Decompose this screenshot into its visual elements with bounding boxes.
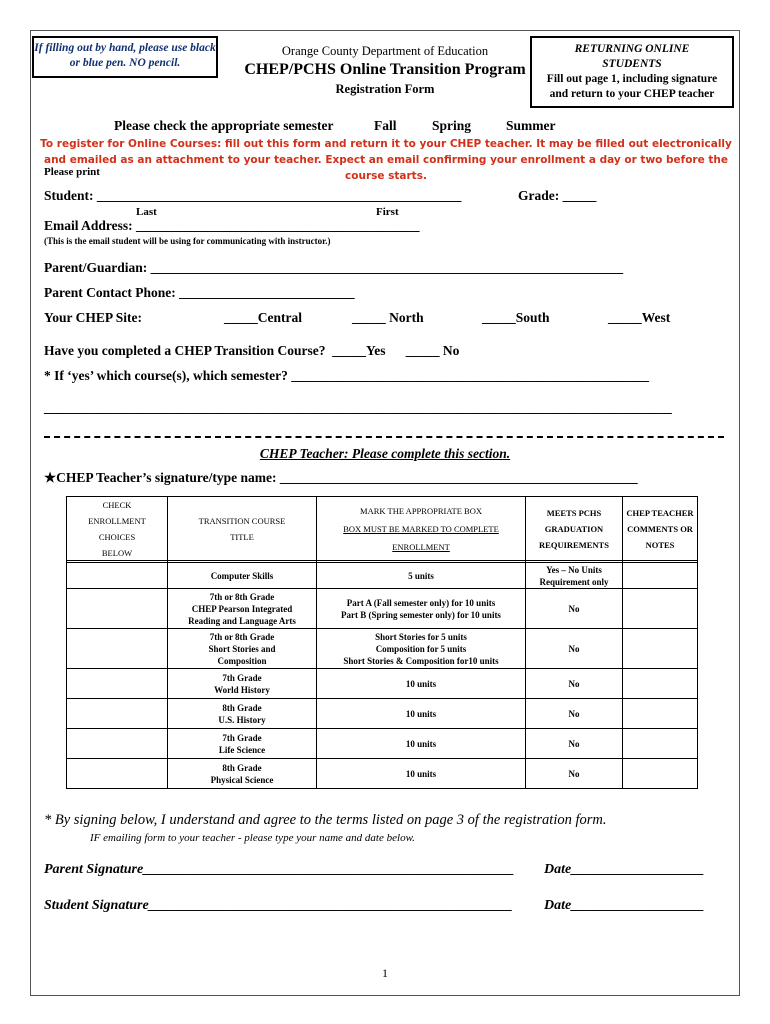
site-west[interactable]: _____West <box>608 310 671 325</box>
cell-line: Reading and Language Arts <box>188 615 296 626</box>
course-title-cell <box>168 589 317 629</box>
table-row <box>67 729 698 759</box>
returning-students-box <box>530 36 734 108</box>
parent-date-field[interactable]: Date___________________ <box>544 862 705 877</box>
enrollment-check-cell[interactable] <box>67 729 168 759</box>
table-row <box>67 759 698 789</box>
cell-line: Life Science <box>218 744 266 755</box>
meets-requirements-cell <box>526 729 623 759</box>
cell-line: 8th Grade <box>222 702 262 713</box>
header-check-enrollment <box>67 497 168 561</box>
course-table <box>66 496 698 789</box>
please-print: Please print <box>44 166 100 178</box>
teacher-comments-cell[interactable] <box>623 563 698 589</box>
header-text: CHEP TEACHER <box>626 507 694 518</box>
last-label: Last <box>136 206 157 218</box>
cell-line: Requirement only <box>539 576 609 587</box>
parent-phone-field[interactable]: Parent Contact Phone: __________________________ <box>44 285 355 300</box>
teacher-comments-cell[interactable] <box>623 589 698 629</box>
enrollment-check-cell[interactable] <box>67 759 168 789</box>
cell-line: Part B (Spring semester only) for 10 units <box>341 609 501 620</box>
site-south[interactable]: _____South <box>482 310 550 325</box>
cell-line: 10 units <box>405 738 437 749</box>
student-signature-field[interactable]: Student Signature____________________________________________________ <box>44 898 513 913</box>
units-cell[interactable] <box>317 669 526 699</box>
course-title-cell <box>168 729 317 759</box>
student-date-field[interactable]: Date___________________ <box>544 898 705 913</box>
form-header <box>232 44 538 97</box>
teacher-signature-field[interactable]: ★CHEP Teacher’s signature/type name: _____________________________________________________ <box>44 470 638 485</box>
semester-summer[interactable]: Summer <box>506 118 556 133</box>
completed-course-question[interactable]: Have you completed a CHEP Transition Course? _____Yes _____ No <box>44 343 460 358</box>
header-text: CHOICES <box>98 531 136 542</box>
email-note: (This is the email student will be using for communicating with instructor.) <box>44 236 331 246</box>
course-title-cell <box>168 629 317 669</box>
table-row <box>67 629 698 669</box>
units-cell[interactable] <box>317 563 526 589</box>
enrollment-check-cell[interactable] <box>67 563 168 589</box>
cell-line: Yes – No Units <box>546 564 602 575</box>
enrollment-check-cell[interactable] <box>67 629 168 669</box>
agreement-text: * By signing below, I understand and agree to the terms listed on page 3 of the registration form. <box>44 812 607 828</box>
cell-line: 8th Grade <box>222 762 262 773</box>
header-text: TITLE <box>230 531 254 542</box>
site-central[interactable]: _____Central <box>224 310 302 325</box>
cell-line: 5 units <box>408 570 434 581</box>
header-mark-box <box>317 497 526 561</box>
header-text: BELOW <box>101 547 133 558</box>
pen-note-box: If filling out by hand, please use black or blue pen. NO pencil. <box>32 36 218 78</box>
cell-line: No <box>568 678 580 689</box>
teacher-comments-cell[interactable] <box>623 699 698 729</box>
program-title: CHEP/PCHS Online Transition Program <box>244 61 526 78</box>
header-text: GRADUATION <box>544 523 604 534</box>
meets-requirements-cell <box>526 589 623 629</box>
returning-title: RETURNING ONLINE STUDENTS <box>574 43 690 70</box>
teacher-comments-cell[interactable] <box>623 669 698 699</box>
units-cell[interactable] <box>317 759 526 789</box>
header-text: COMMENTS OR <box>627 523 693 534</box>
header-course-title <box>168 497 317 561</box>
header-text: NOTES <box>645 539 675 550</box>
cell-line: U.S. History <box>218 714 266 725</box>
cell-line: CHEP Pearson Integrated <box>191 603 293 614</box>
which-course-field[interactable]: * If ‘yes’ which course(s), which semester? _____________________________________________________ <box>44 368 649 383</box>
cell-line: Composition for 5 units <box>375 643 467 654</box>
course-title-cell <box>168 563 317 589</box>
page-number: 1 <box>382 966 388 980</box>
semester-fall[interactable]: Fall <box>374 118 397 133</box>
returning-note: Fill out page 1, including signature and return to your CHEP teacher <box>546 73 718 100</box>
course-rows <box>67 563 698 789</box>
teacher-comments-cell[interactable] <box>623 759 698 789</box>
teacher-comments-cell[interactable] <box>623 729 698 759</box>
cell-line: Short Stories for 5 units <box>375 631 467 642</box>
cell-line: 10 units <box>405 768 437 779</box>
form-name: Registration Form <box>335 82 435 96</box>
semester-spring[interactable]: Spring <box>432 118 472 133</box>
agreement-note: IF emailing form to your teacher - please type your name and date below. <box>90 832 415 844</box>
meets-requirements-cell <box>526 699 623 729</box>
enrollment-check-cell[interactable] <box>67 699 168 729</box>
cell-line: World History <box>214 684 270 695</box>
units-cell[interactable] <box>317 589 526 629</box>
table-row <box>67 699 698 729</box>
enrollment-check-cell[interactable] <box>67 669 168 699</box>
extra-answer-line[interactable]: _____________________________________________________________________________________________ <box>44 400 672 415</box>
units-cell[interactable] <box>317 699 526 729</box>
teacher-comments-cell[interactable] <box>623 629 698 669</box>
enrollment-check-cell[interactable] <box>67 589 168 629</box>
cell-line: 7th or 8th Grade <box>209 631 275 642</box>
cell-line: Short Stories and <box>208 643 276 654</box>
cell-line: No <box>568 708 580 719</box>
table-row <box>67 563 698 589</box>
cell-line: No <box>568 603 580 614</box>
parent-guardian-field[interactable]: Parent/Guardian: ______________________________________________________________________ <box>44 260 624 275</box>
units-cell[interactable] <box>317 729 526 759</box>
header-text: ENROLLMENT <box>88 515 146 526</box>
meets-requirements-cell <box>526 563 623 589</box>
section-divider <box>44 436 724 438</box>
teacher-section-title: CHEP Teacher: Please complete this section. <box>259 446 511 461</box>
meets-requirements-cell <box>526 759 623 789</box>
cell-line: 7th or 8th Grade <box>209 591 275 602</box>
site-north[interactable]: _____ North <box>352 310 424 325</box>
chep-site-label: Your CHEP Site: <box>44 310 143 325</box>
course-title-cell <box>168 669 317 699</box>
cell-line: Composition <box>217 655 267 666</box>
cell-line: 10 units <box>405 678 437 689</box>
header-text: MEETS PCHS <box>546 507 602 518</box>
course-title-cell <box>168 699 317 729</box>
meets-requirements-cell <box>526 629 623 669</box>
meets-requirements-cell <box>526 669 623 699</box>
online-instructions: To register for Online Courses: fill out this form and return it to your CHEP teacher. It may be filled out electronically and emailed as an attachment to your teacher. Expect an email confirming your enrollment a day or two before the course starts. <box>40 138 732 182</box>
cell-line: Computer Skills <box>210 570 274 581</box>
department-name: Orange County Department of Education <box>281 44 489 58</box>
cell-line: 10 units <box>405 708 437 719</box>
header-text: BOX MUST BE MARKED TO COMPLETE <box>343 523 499 534</box>
course-title-cell <box>168 759 317 789</box>
units-cell[interactable] <box>317 629 526 669</box>
cell-line: 7th Grade <box>222 732 262 743</box>
cell-line: 7th Grade <box>222 672 262 683</box>
cell-line: No <box>568 643 580 654</box>
header-text: TRANSITION COURSE <box>198 515 286 526</box>
header-text: CHECK <box>102 499 132 510</box>
cell-line: Short Stories & Composition for10 units <box>343 655 499 666</box>
cell-line: Part A (Fall semester only) for 10 units <box>346 597 496 608</box>
table-row <box>67 589 698 629</box>
cell-line: No <box>568 738 580 749</box>
table-row <box>67 669 698 699</box>
cell-line: Physical Science <box>210 774 274 785</box>
header-teacher-comments <box>623 497 698 561</box>
grade-field[interactable]: Grade: _____ <box>518 188 597 203</box>
table-header-row <box>67 497 698 561</box>
first-label: First <box>376 206 399 218</box>
header-meets-requirements <box>526 497 623 561</box>
student-name-field[interactable]: Student: ______________________________________________________ <box>44 188 462 203</box>
cell-line: No <box>568 768 580 779</box>
parent-signature-field[interactable]: Parent Signature_____________________________________________________ <box>44 862 515 877</box>
header-text: REQUIREMENTS <box>539 539 609 550</box>
email-field[interactable]: Email Address: __________________________________________ <box>44 218 420 233</box>
semester-prompt: Please check the appropriate semester <box>114 118 334 133</box>
header-text: MARK THE APPROPRIATE BOX <box>360 505 482 516</box>
header-text: ENROLLMENT <box>392 541 450 552</box>
